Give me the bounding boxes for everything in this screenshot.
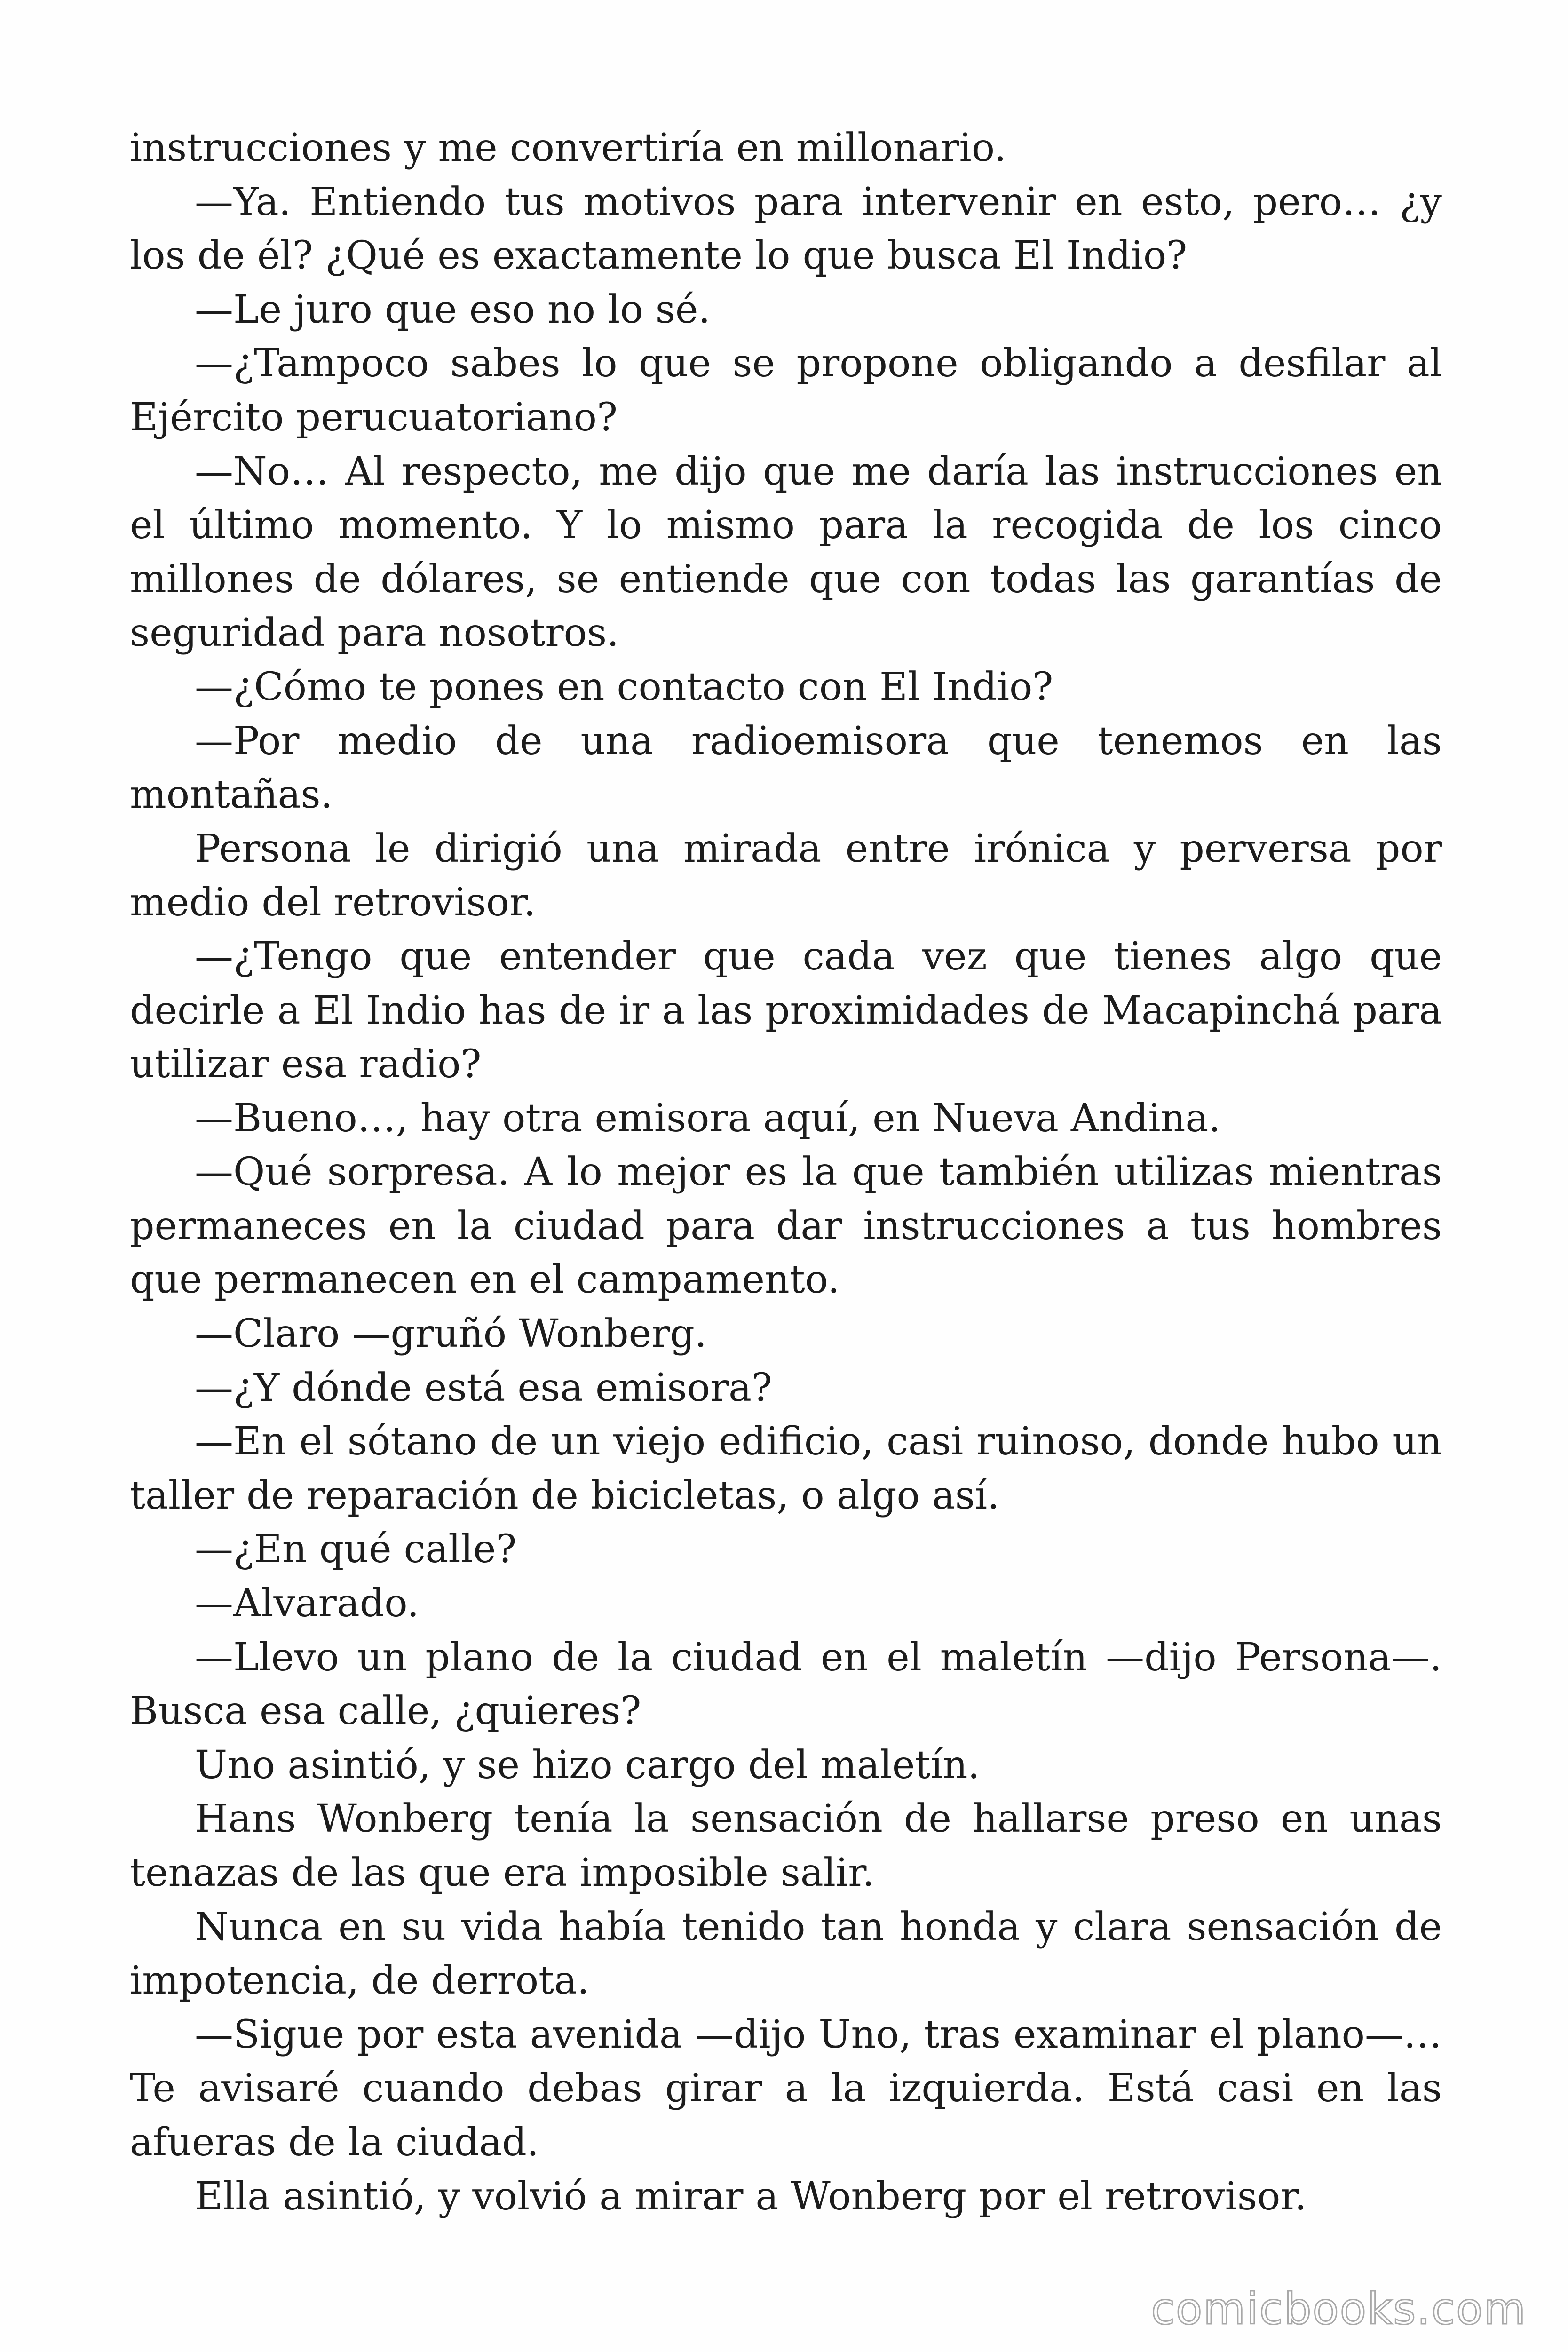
paragraph: —Claro —gruñó Wonberg. xyxy=(195,1311,707,1357)
paragraph: —Sigue por esta avenida —dijo Uno, tras examinar el plano—… Te avisaré cuando debas girar a la izquierda. Está casi en las afueras de la ciudad. xyxy=(130,2012,1442,2165)
paragraph: —No… Al respecto, me dijo que me daría las instrucciones en el último momento. Y lo mismo para la recogida de los cinco millones de dólares, se entiende que con todas las garantías de seguridad para nosotros. xyxy=(130,449,1442,656)
paragraph: Uno asintió, y se hizo cargo del maletín. xyxy=(195,1742,980,1788)
paragraph: Hans Wonberg tenía la sensación de hallarse preso en unas tenazas de las que era imposible salir. xyxy=(130,1796,1442,1895)
paragraph: —¿En qué calle? xyxy=(195,1527,517,1572)
paragraph: —Le juro que eso no lo sé. xyxy=(195,287,711,332)
paragraph: —¿Y dónde está esa emisora? xyxy=(195,1365,772,1410)
paragraph: —Por medio de una radioemisora que tenemos en las montañas. xyxy=(130,718,1442,818)
paragraph: —Llevo un plano de la ciudad en el maletín —dijo Persona—. Busca esa calle, ¿quieres? xyxy=(130,1635,1442,1734)
paragraph: —Alvarado. xyxy=(195,1581,420,1626)
paragraph: —Bueno…, hay otra emisora aquí, en Nueva Andina. xyxy=(195,1096,1221,1141)
paragraph: —En el sótano de un viejo edificio, casi ruinoso, donde hubo un taller de reparación de bicicletas, o algo así. xyxy=(130,1419,1442,1518)
paragraph: —Qué sorpresa. A lo mejor es la que también utilizas mientras permaneces en la ciudad para dar instrucciones a tus hombres que permanecen en el campamento. xyxy=(130,1150,1442,1303)
watermark: comicbooks.com xyxy=(1151,2284,1527,2334)
paragraph: Persona le dirigió una mirada entre irónica y perversa por medio del retrovisor. xyxy=(130,826,1442,925)
paragraph: —¿Tampoco sabes lo que se propone obligando a desfilar al Ejército perucuatoriano? xyxy=(130,341,1442,440)
paragraph: Nunca en su vida había tenido tan honda y clara sensación de impotencia, de derrota. xyxy=(130,1904,1442,2003)
paragraph: —¿Tengo que entender que cada vez que tienes algo que decirle a El Indio has de ir a las proximidades de Macapinchá para utilizar esa radio? xyxy=(130,934,1442,1087)
paragraph: —¿Cómo te pones en contacto con El Indio? xyxy=(195,664,1053,709)
paragraph: Ella asintió, y volvió a mirar a Wonberg por el retrovisor. xyxy=(195,2174,1307,2219)
paragraph: —Ya. Entiendo tus motivos para intervenir en esto, pero… ¿y los de él? ¿Qué es exactamente lo que busca El Indio? xyxy=(130,179,1442,278)
paragraph: instrucciones y me convertiría en millonario. xyxy=(130,126,1006,170)
body-text xyxy=(130,121,1442,2224)
